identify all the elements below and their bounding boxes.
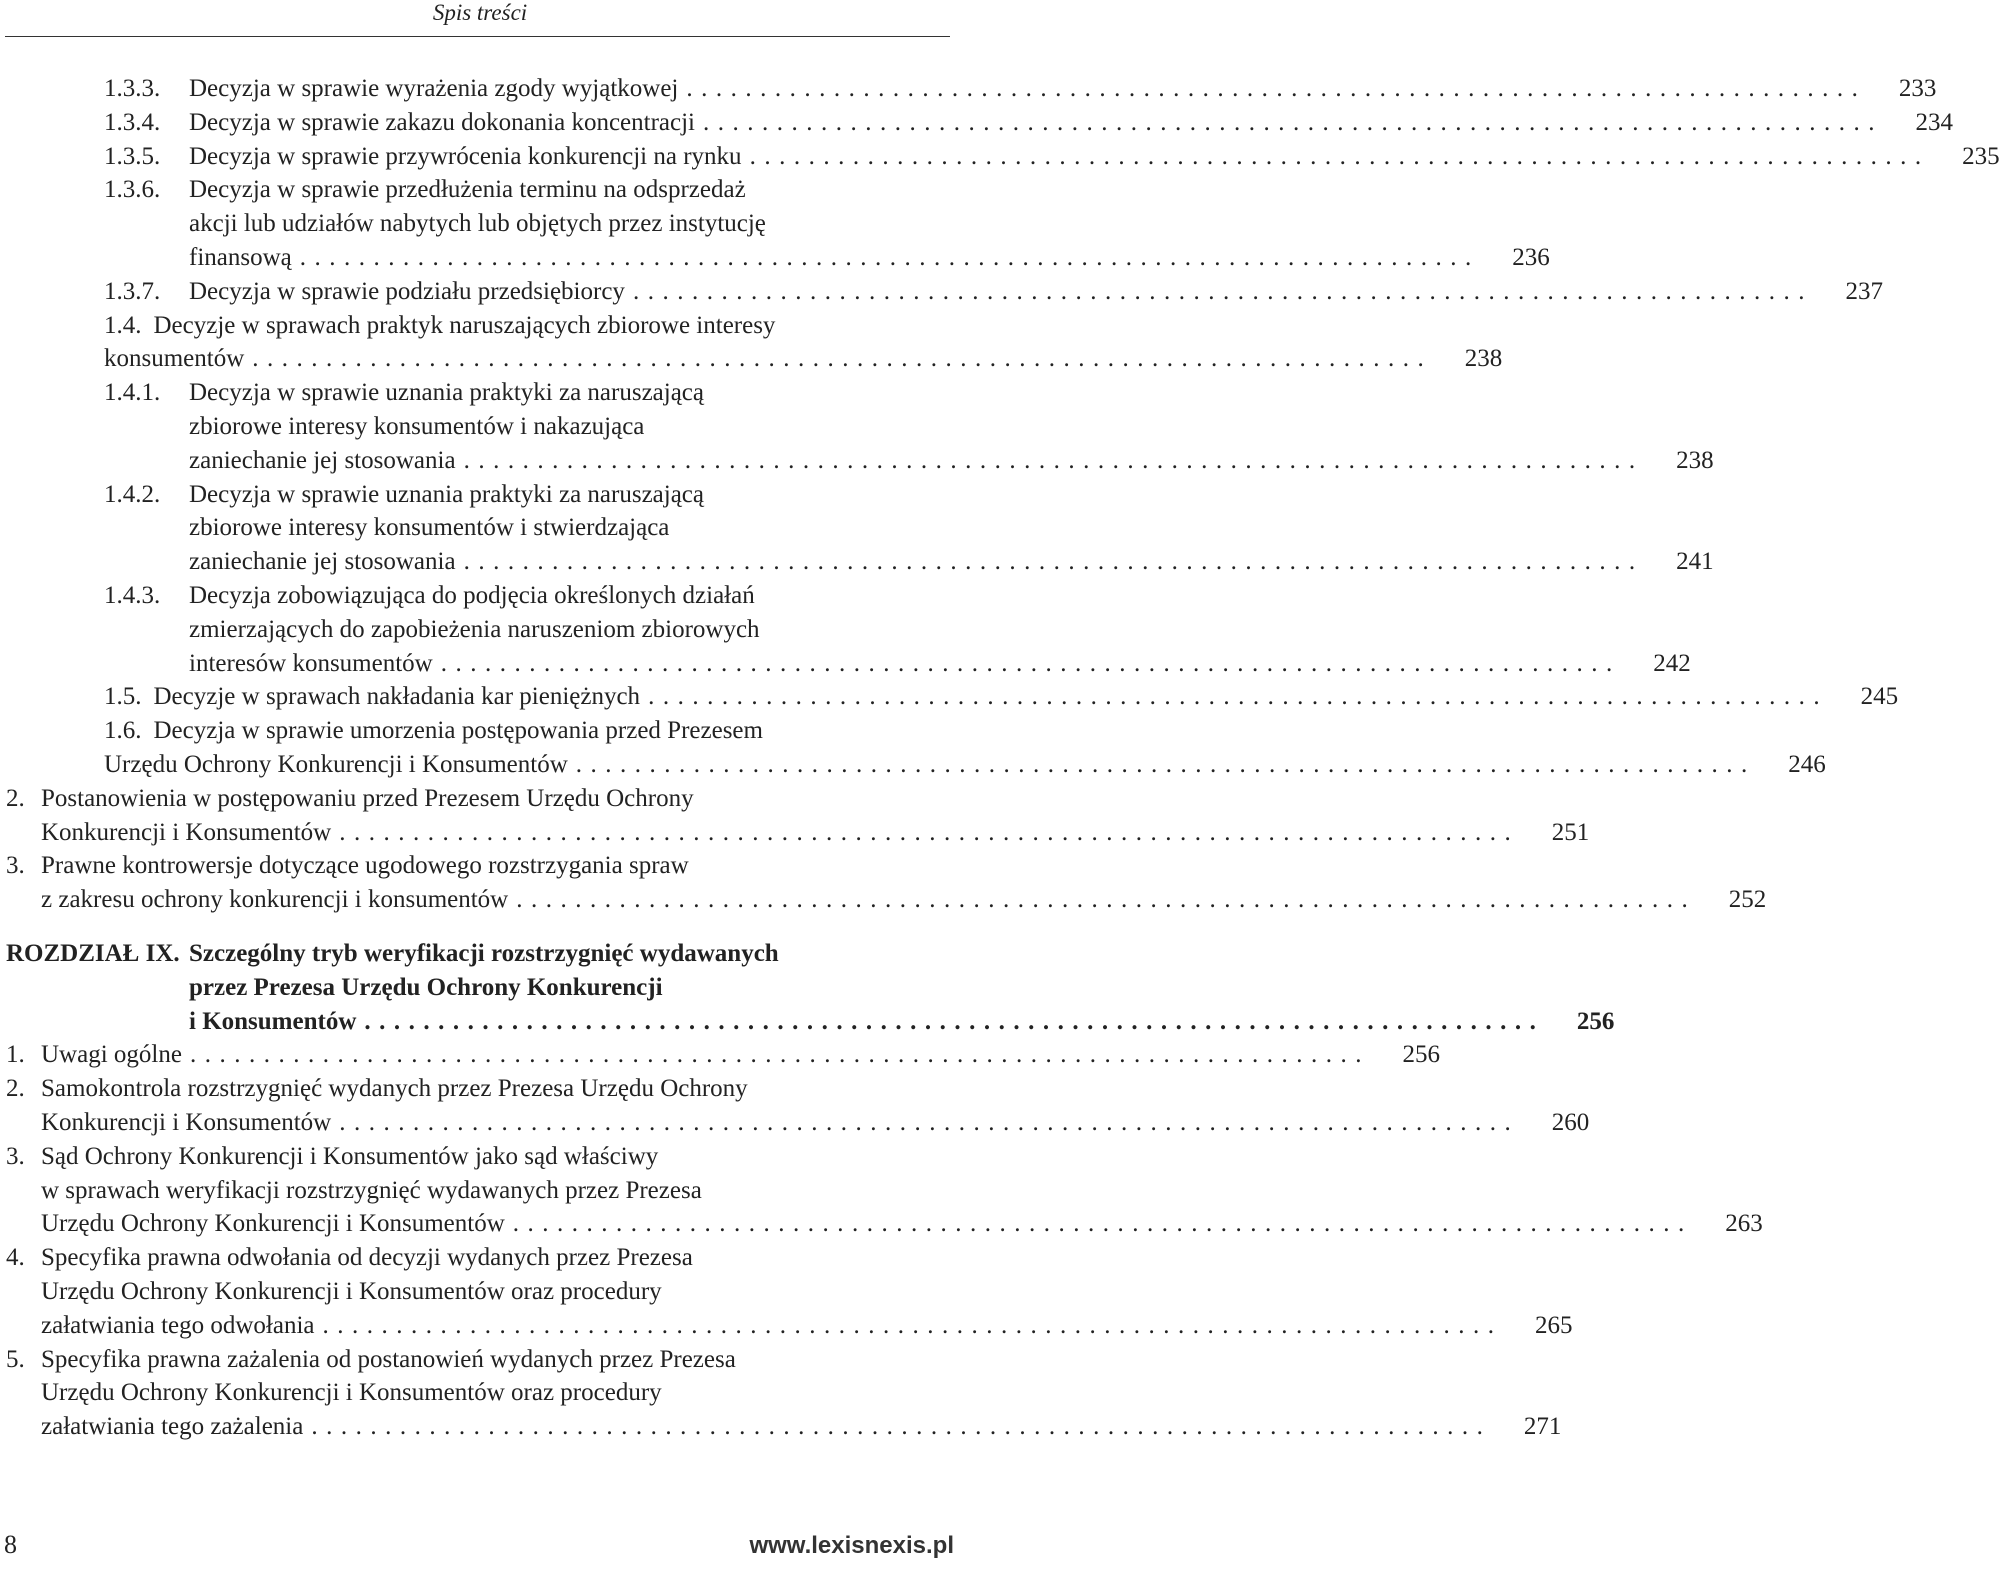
page-ref: 260: [1551, 1108, 1590, 1136]
entry-title-line: [189, 173, 746, 207]
entry-number: 1.3.7.: [104, 277, 161, 305]
entry-title-text: Decyzje w sprawach praktyk naruszających zbiorowe interesy: [153, 311, 776, 339]
page-ref: 263: [1725, 1210, 1763, 1238]
page-ref: 241: [1676, 548, 1714, 576]
dot-leader: ................................................................................: [516, 886, 1697, 914]
entry-title-line: [41, 1174, 702, 1208]
page-ref: 237: [1845, 277, 1883, 305]
header-title: Spis treści: [432, 0, 528, 25]
entry-title-text: Decyzja w sprawie podziału przedsiębiorcy: [189, 277, 625, 305]
entry-title-text: zaniechanie jej stosowania: [189, 548, 456, 576]
entry-title-text: Urzędu Ochrony Konkurencji i Konsumentów: [104, 750, 568, 778]
dot-leader: ................................................................................: [339, 818, 1520, 846]
header-rule: [5, 36, 950, 37]
entry-title-text: Specyfika prawna zażalenia od postanowień wydanych przez Prezesa: [41, 1345, 736, 1373]
entry-number: 1.: [6, 1041, 25, 1069]
entry-title-line: [41, 849, 689, 883]
page-ref: 245: [1860, 683, 1899, 711]
page-number: 8: [4, 1530, 17, 1559]
entry-title-line: [189, 478, 704, 512]
page-ref: 256: [1402, 1041, 1440, 1069]
dot-leader: ................................................................................: [463, 446, 1644, 474]
entry-title-line: [189, 937, 779, 971]
page-ref: 246: [1788, 750, 1826, 778]
page-ref: 252: [1728, 886, 1767, 914]
entry-title-text: konsumentów: [104, 345, 245, 373]
entry-title-text: przez Prezesa Urzędu Ochrony Konkurencji: [189, 973, 663, 1001]
dot-leader: ................................................................................: [364, 1007, 1545, 1035]
entry-title-text: załatwiania tego odwołania: [41, 1311, 315, 1339]
entry-title-last-line: [41, 883, 1767, 917]
entry-number: 1.4.3.: [104, 582, 161, 609]
entry-number-inline: 1.6.: [104, 717, 142, 745]
entry-number: 1.3.3.: [104, 75, 161, 102]
entry-title-text: Prawne kontrowersje dotyczące ugodowego rozstrzygania spraw: [41, 852, 689, 880]
entry-title-text: zbiorowe interesy konsumentów i stwierdzająca: [189, 514, 670, 542]
publisher-url: www.lexisnexis.pl: [749, 1532, 954, 1559]
entry-title-line: [41, 1343, 736, 1377]
entry-title-text: Decyzje w sprawach nakładania kar pieniężnych: [153, 683, 641, 711]
entry-title-text: finansową: [189, 243, 292, 271]
dot-leader: ................................................................................: [299, 243, 1480, 271]
entry-title-line: [41, 782, 694, 816]
entry-title-text: Szczególny tryb weryfikacji rozstrzygnięć wydawanych: [189, 940, 779, 967]
entry-title-text: Decyzja w sprawie przedłużenia terminu na odsprzedaż: [189, 176, 746, 204]
entry-title-text: Sąd Ochrony Konkurencji i Konsumentów jako sąd właściwy: [41, 1142, 659, 1170]
dot-leader: ................................................................................: [703, 108, 1884, 136]
entry-title-last-line: [104, 748, 1826, 782]
entry-title-text: zaniechanie jej stosowania: [189, 446, 456, 474]
entry-number: 3.: [6, 1142, 25, 1170]
entry-title-text: akcji lub udziałów nabytych lub objętych przez instytucję: [189, 210, 766, 238]
entry-number: 3.: [6, 852, 25, 880]
entry-title-text: Specyfika prawna odwołania od decyzji wydanych przez Prezesa: [41, 1244, 693, 1272]
entry-title-line: [189, 410, 644, 444]
entry-title-last-line: [189, 545, 1714, 579]
entry-title-text: interesów konsumentów: [189, 649, 433, 677]
entry-title-text: Urzędu Ochrony Konkurencji i Konsumentów oraz procedury: [41, 1379, 662, 1407]
entry-title-last-line: [189, 647, 1691, 681]
dot-leader: ................................................................................: [512, 1210, 1693, 1238]
entry-number: ROZDZIAŁ IX.: [6, 940, 180, 967]
entry-title-text: zbiorowe interesy konsumentów i nakazująca: [189, 412, 645, 440]
entry-title-text: i Konsumentów: [189, 1007, 357, 1035]
entry-title-line: [41, 1241, 693, 1275]
entry-title-text: Decyzja w sprawie przywrócenia konkurencji na rynku: [189, 142, 742, 170]
entry-title-last-line: [41, 1207, 1763, 1241]
dot-leader: ................................................................................: [189, 1041, 1370, 1069]
dot-leader: ................................................................................: [440, 649, 1621, 677]
entry-number: 1.3.4.: [104, 108, 161, 136]
dot-leader: ................................................................................: [322, 1311, 1503, 1339]
dot-leader: ................................................................................: [686, 75, 1867, 102]
entry-title-last-line: [41, 816, 1590, 850]
page-ref: 234: [1915, 108, 1954, 136]
entry-title-text: Urzędu Ochrony Konkurencji i Konsumentów: [41, 1210, 505, 1238]
entry-title-text: załatwiania tego zażalenia: [41, 1413, 304, 1441]
dot-leader: ................................................................................: [339, 1108, 1520, 1136]
entry-title-last-line: [41, 1410, 1562, 1444]
entry-title-text: Konkurencji i Konsumentów: [41, 818, 332, 846]
entry-title-line: [104, 714, 763, 748]
entry-title-line: [189, 579, 755, 613]
entry-number-inline: 1.4.: [104, 311, 142, 339]
entry-title-line: [41, 1140, 658, 1174]
entry-title-last-line: [41, 1106, 1590, 1140]
entry-title-last-line: [189, 444, 1714, 478]
entry-title-last-line: [189, 1005, 1615, 1039]
entry-title-last-line: [189, 140, 2000, 174]
entry-title-last-line: [189, 106, 1954, 140]
entry-title-line: [189, 376, 704, 410]
dot-leader: ................................................................................: [311, 1413, 1492, 1441]
entry-title-last-line: [189, 275, 1883, 309]
entry-title-last-line: [104, 680, 1899, 714]
entry-title-text: Decyzja zobowiązująca do podjęcia określonych działań: [189, 582, 755, 609]
entry-title-text: Decyzja w sprawie umorzenia postępowania przed Prezesem: [153, 717, 763, 745]
running-header: [0, 0, 960, 30]
entry-number: 4.: [6, 1244, 25, 1272]
entry-title-text: Uwagi ogólne: [41, 1041, 182, 1069]
page-ref: 238: [1464, 345, 1503, 373]
page-ref: 235: [1962, 142, 2000, 170]
page-ref: 233: [1898, 75, 1937, 102]
entry-number: 1.4.2.: [104, 480, 161, 508]
entry-title-text: Urzędu Ochrony Konkurencji i Konsumentów oraz procedury: [41, 1277, 662, 1305]
entry-title-line: [41, 1376, 662, 1410]
page-ref: 265: [1535, 1311, 1573, 1339]
entry-title-line: [104, 309, 775, 343]
page-ref: 236: [1512, 243, 1550, 271]
entry-number: 1.3.5.: [104, 142, 161, 170]
entry-title-last-line: [41, 1038, 1440, 1072]
entry-title-text: w sprawach weryfikacji rozstrzygnięć wydawanych przez Prezesa: [41, 1176, 702, 1204]
dot-leader: ................................................................................: [749, 142, 1930, 170]
entry-title-text: Konkurencji i Konsumentów: [41, 1108, 332, 1136]
entry-title-last-line: [41, 1309, 1573, 1343]
entry-title-text: Decyzja w sprawie wyrażenia zgody wyjątkowej: [189, 75, 679, 102]
entry-title-text: Decyzja w sprawie zakazu dokonania koncentracji: [189, 108, 696, 136]
entry-number-inline: 1.5.: [104, 683, 142, 711]
entry-title-text: Decyzja w sprawie uznania praktyki za naruszającą: [189, 379, 705, 407]
entry-title-text: z zakresu ochrony konkurencji i konsumentów: [41, 886, 509, 914]
entry-title-line: [41, 1275, 662, 1309]
dot-leader: ................................................................................: [632, 277, 1813, 305]
entry-title-line: [189, 207, 766, 241]
dot-leader: ................................................................................: [463, 548, 1644, 576]
entry-title-last-line: [189, 241, 1550, 275]
dot-leader: ................................................................................: [648, 683, 1829, 711]
page-ref: 271: [1523, 1413, 1562, 1441]
entry-number: 5.: [6, 1345, 25, 1373]
page-ref: 238: [1676, 446, 1714, 474]
entry-title-last-line: [189, 72, 1937, 106]
entry-title-text: Postanowienia w postępowaniu przed Prezesem Urzędu Ochrony: [41, 784, 694, 812]
entry-title-text: zmierzających do zapobieżenia naruszeniom zbiorowych: [189, 615, 760, 643]
entry-number: 2.: [6, 1075, 25, 1103]
entry-title-line: [189, 511, 669, 545]
entry-title-text: Samokontrola rozstrzygnięć wydanych przez Prezesa Urzędu Ochrony: [41, 1075, 748, 1103]
entry-title-line: [189, 971, 663, 1005]
entry-title-last-line: [104, 342, 1503, 376]
entry-number: 1.3.6.: [104, 176, 161, 204]
page-ref: 251: [1551, 818, 1590, 846]
page-ref: 242: [1653, 649, 1691, 677]
entry-title-line: [41, 1072, 748, 1106]
entry-title-text: Decyzja w sprawie uznania praktyki za naruszającą: [189, 480, 705, 508]
entry-title-line: [189, 613, 760, 647]
entry-number: 2.: [6, 784, 25, 812]
page-ref: 256: [1576, 1007, 1615, 1035]
dot-leader: ................................................................................: [252, 345, 1433, 373]
entry-number: 1.4.1.: [104, 379, 161, 407]
dot-leader: ................................................................................: [575, 750, 1756, 778]
